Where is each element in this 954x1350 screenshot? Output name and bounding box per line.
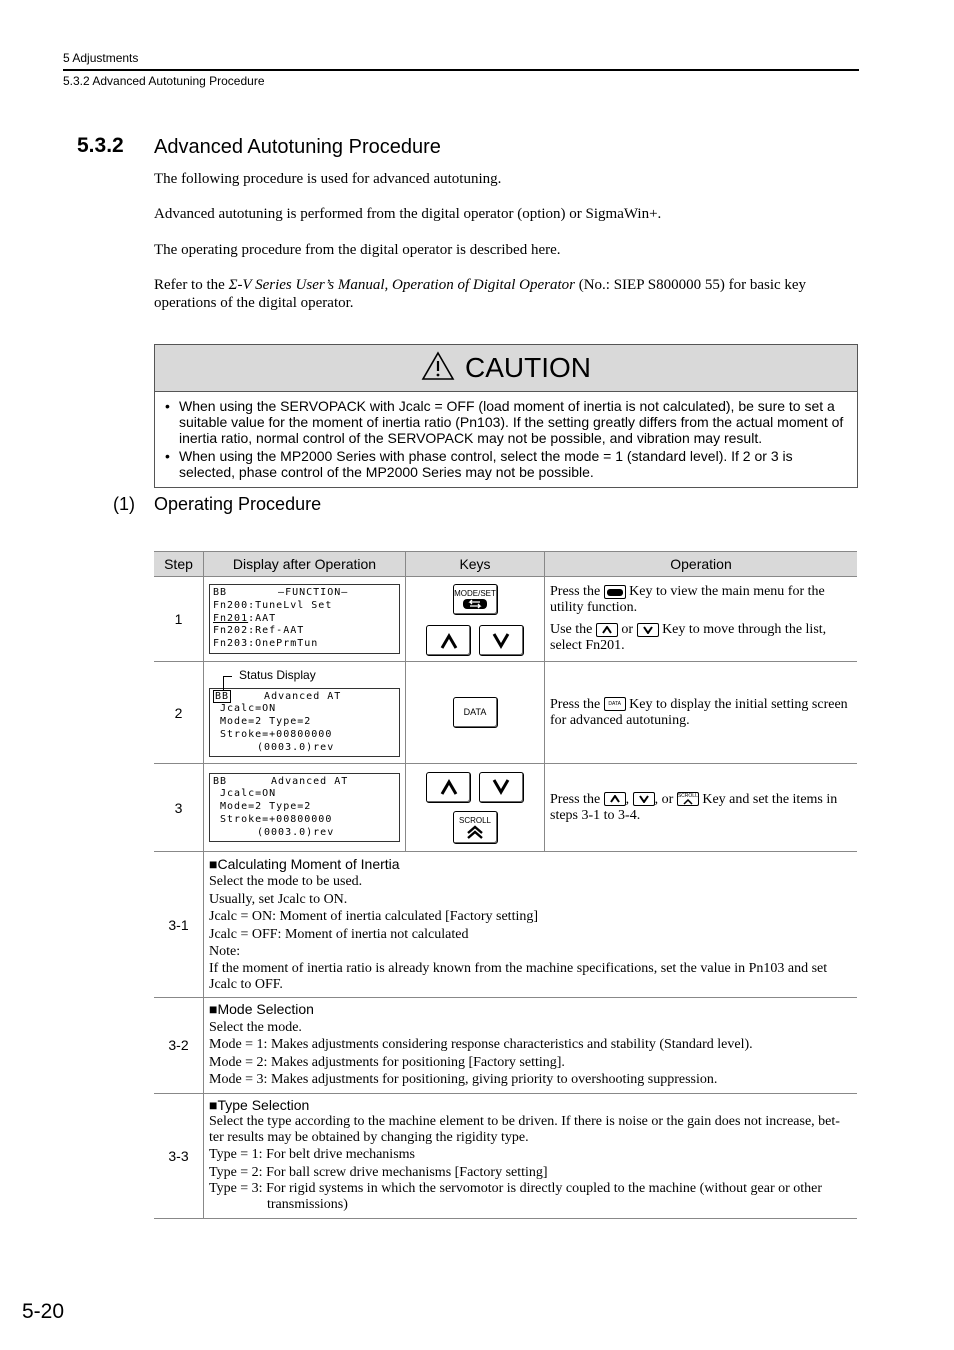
description-line: Mode = 2: Makes adjustments for positioning [Factory setting].: [209, 1054, 565, 1070]
mode-set-key-inline-icon: [604, 585, 626, 599]
description-line: Select the mode.: [209, 1019, 302, 1035]
display-cell: [204, 764, 406, 852]
intro-paragraph-1: The following procedure is used for advanced autotuning.: [154, 171, 502, 187]
scroll-key[interactable]: [453, 811, 498, 844]
caution-header: [155, 345, 857, 392]
double-chevron-up-icon: [466, 825, 484, 839]
display-cell: [204, 577, 406, 662]
warning-triangle-icon: [421, 351, 455, 386]
down-key[interactable]: [479, 772, 524, 803]
section-title: Advanced Autotuning Procedure: [154, 136, 441, 158]
step-number: 3: [154, 764, 204, 852]
lcd-line: (0003.0)rev: [213, 741, 335, 753]
up-arrow-icon: [440, 779, 458, 795]
col-header-step: Step: [154, 552, 204, 577]
operation-cell: [545, 764, 858, 852]
op-text: Press the: [550, 584, 604, 599]
op-text: ,: [625, 791, 633, 807]
operation-text: [550, 622, 852, 654]
operation-cell: [545, 662, 858, 764]
lcd-item-text: Advanced AT: [231, 690, 342, 702]
op-text: Press the: [550, 696, 604, 712]
op-text: , or: [654, 791, 677, 807]
caution-bullet-text: When using the SERVOPACK with Jcalc = OFF (load moment of inertia is not calculated), be sure to set a suitable value for the moment of inertia ratio (Pn103). If the setting greatly differs from the actual moment of inertia ratio, normal control of the SERVOPACK may not be possible, and vibration may result.: [179, 398, 844, 446]
op-text: Press the: [550, 791, 604, 807]
col-header-operation: Operation: [545, 552, 858, 577]
keys-cell: [406, 764, 545, 852]
description-line: Type = 1: For belt drive mechanisms: [209, 1147, 415, 1163]
description-line: Select the type according to the machine element to be driven. If there is noise or the gain does not increase, bet-ter results may be obtained by changing the rigidity type.: [209, 1114, 840, 1146]
display-cell: [204, 662, 406, 764]
running-header-chapter: 5 Adjustments: [63, 51, 139, 65]
square-bullet-icon: ■: [209, 1001, 218, 1017]
description-line: Jcalc = ON: Moment of inertia calculated [Factory setting]: [209, 909, 539, 924]
ref-manual-title: Σ-V Series User’s Manual, Operation of Digital Operator: [228, 277, 575, 293]
caution-title: CAUTION: [465, 352, 591, 383]
lcd-line: Fn200:TuneLvl Set: [213, 599, 333, 611]
lcd-line: Jcalc=ON: [213, 703, 277, 715]
up-key[interactable]: [426, 772, 471, 803]
col-header-display: Display after Operation: [204, 552, 406, 577]
subsection-title: Operating Procedure: [154, 494, 322, 514]
description-line: Type = 2: For ball screw drive mechanisms [Factory setting]: [209, 1164, 548, 1180]
caution-bullet: [165, 448, 847, 480]
description-line: Mode = 3: Makes adjustments for positioning, giving priority to overshooting suppression.: [209, 1072, 718, 1087]
intro-paragraph-4: [154, 276, 859, 312]
lcd-line: [213, 613, 396, 626]
mode-set-key[interactable]: [453, 584, 498, 615]
lcd-line: BB —FUNCTION—: [213, 587, 349, 599]
square-bullet-icon: ■: [209, 855, 218, 872]
bullet-dot-icon: •: [165, 448, 170, 464]
lcd-line: (0003.0)rev: [213, 826, 335, 838]
scroll-key-inline-icon: [677, 792, 699, 806]
return-arrow-icon: [462, 598, 488, 610]
lcd-line: Jcalc=ON: [213, 788, 277, 800]
step-number: 1: [154, 577, 204, 662]
status-callout-line: [223, 676, 232, 691]
caution-body: [155, 392, 857, 480]
lcd-line: Stroke=+00800000: [213, 813, 333, 825]
description-line: Jcalc = OFF: Moment of inertia not calculated: [209, 926, 469, 942]
lcd-line: BB Advanced AT: [213, 775, 349, 787]
mode-set-key-label: MODE/SET: [454, 589, 496, 598]
description-cell: [204, 852, 858, 998]
table-header-row: [154, 552, 857, 577]
operation-cell: [545, 577, 858, 662]
square-bullet-icon: ■: [209, 1096, 218, 1113]
procedure-table: [154, 551, 857, 1219]
down-key-inline-icon: [633, 792, 655, 806]
operation-text: [550, 584, 852, 616]
table-row: [154, 998, 857, 1094]
lcd-line: Stroke=+00800000: [213, 728, 333, 740]
caution-bullet-text: When using the MP2000 Series with phase control, select the mode = 1 (standard level). If 2 or 3 is selected, phase control of the MP2000 Series may not be possible.: [179, 448, 793, 480]
table-row: [154, 662, 857, 764]
step-number: 3-3: [154, 1093, 204, 1218]
scroll-inline-label: SCROLL: [677, 792, 698, 799]
subheading-text: Type Selection: [217, 1096, 310, 1113]
down-key-inline-icon: [637, 623, 659, 637]
section-number: 5.3.2: [77, 134, 124, 157]
table-row: [154, 1093, 857, 1218]
step-number: 3-1: [154, 852, 204, 998]
caution-box: [154, 344, 858, 488]
subheading-text: Calculating Moment of Inertia: [217, 855, 400, 872]
subheading: [209, 856, 852, 874]
up-key-inline-icon: [596, 623, 618, 637]
description-line: Mode = 1: Makes adjustments considering response characteristics and stability (Standard level).: [209, 1037, 753, 1052]
lcd-status-box: BB: [215, 690, 230, 702]
down-key[interactable]: [479, 625, 524, 656]
op-text: Key to view the main menu for the utility function.: [550, 584, 825, 615]
intro-paragraph-3: The operating procedure from the digital operator is described here.: [154, 242, 561, 258]
data-key-inline-icon: DATA: [604, 697, 626, 711]
data-key[interactable]: [453, 697, 498, 728]
operation-text: [550, 792, 852, 824]
col-header-keys: Keys: [406, 552, 545, 577]
status-display-label: Status Display: [239, 667, 316, 682]
up-arrow-icon: [440, 633, 458, 649]
lcd-display: [209, 584, 400, 654]
op-text: Key and set the items in steps 3-1 to 3-4.: [550, 791, 838, 823]
op-text: or: [617, 622, 637, 637]
op-text: Key to display the initial setting screen for advanced autotuning.: [550, 696, 848, 728]
lcd-line: Fn203:OnePrmTun: [213, 638, 319, 650]
step-number: 2: [154, 662, 204, 764]
operation-text: [550, 697, 852, 729]
description-line: Usually, set Jcalc to ON.: [209, 891, 348, 907]
ref-text-pre: Refer to the: [154, 277, 229, 293]
lcd-line: Fn202:Ref-AAT: [213, 625, 305, 637]
op-text: Key to move through the list, select Fn201.: [550, 622, 827, 653]
keys-cell: [406, 662, 545, 764]
running-header-section: 5.3.2 Advanced Autotuning Procedure: [63, 74, 265, 88]
lcd-item-text: :AAT: [248, 612, 277, 624]
subheading-text: Mode Selection: [217, 1001, 314, 1017]
bullet-dot-icon: •: [165, 398, 170, 414]
lcd-display: [209, 688, 400, 758]
step-number: 3-2: [154, 998, 204, 1094]
op-text: Use the: [550, 622, 596, 637]
lcd-line: Mode=2 Type=2: [213, 716, 312, 728]
lcd-line: Mode=2 Type=2: [213, 801, 312, 813]
description-line: Type = 3: For rigid systems in which the servomotor is directly coupled to the machine (without gear or other transmissions): [209, 1181, 823, 1213]
description-line: Select the mode to be used.: [209, 874, 363, 889]
down-arrow-icon: [492, 779, 510, 795]
ref-text-post: (No.: SIEP S800000 55) for basic key operations of the digital operator.: [154, 277, 807, 311]
description-cell: [204, 1093, 858, 1218]
keys-cell: [406, 577, 545, 662]
table-row: [154, 852, 857, 998]
lcd-line: [213, 691, 396, 704]
subheading: [209, 1001, 852, 1019]
lcd-display: [209, 773, 400, 843]
description-cell: [204, 998, 858, 1094]
data-key-label: DATA: [463, 707, 487, 717]
table-row: [154, 577, 857, 662]
header-rule: [63, 69, 859, 71]
up-key-inline-icon: [604, 792, 626, 806]
table-row: [154, 764, 857, 852]
description-line: Note:: [209, 944, 241, 959]
subsection-number: (1): [113, 494, 135, 514]
subheading: [209, 1097, 852, 1115]
intro-paragraph-2: Advanced autotuning is performed from the digital operator (option) or SigmaWin+.: [154, 206, 662, 222]
up-key[interactable]: [426, 625, 471, 656]
scroll-key-label: SCROLL: [458, 815, 491, 825]
description-line: If the moment of inertia ratio is already known from the machine specifications, set the value in Pn103 and set Jcalc to OFF.: [209, 960, 828, 992]
caution-bullet: [165, 398, 847, 446]
page-number: 5-20: [22, 1300, 65, 1323]
down-arrow-icon: [492, 633, 510, 649]
lcd-cursor-item: Fn201: [213, 612, 249, 624]
